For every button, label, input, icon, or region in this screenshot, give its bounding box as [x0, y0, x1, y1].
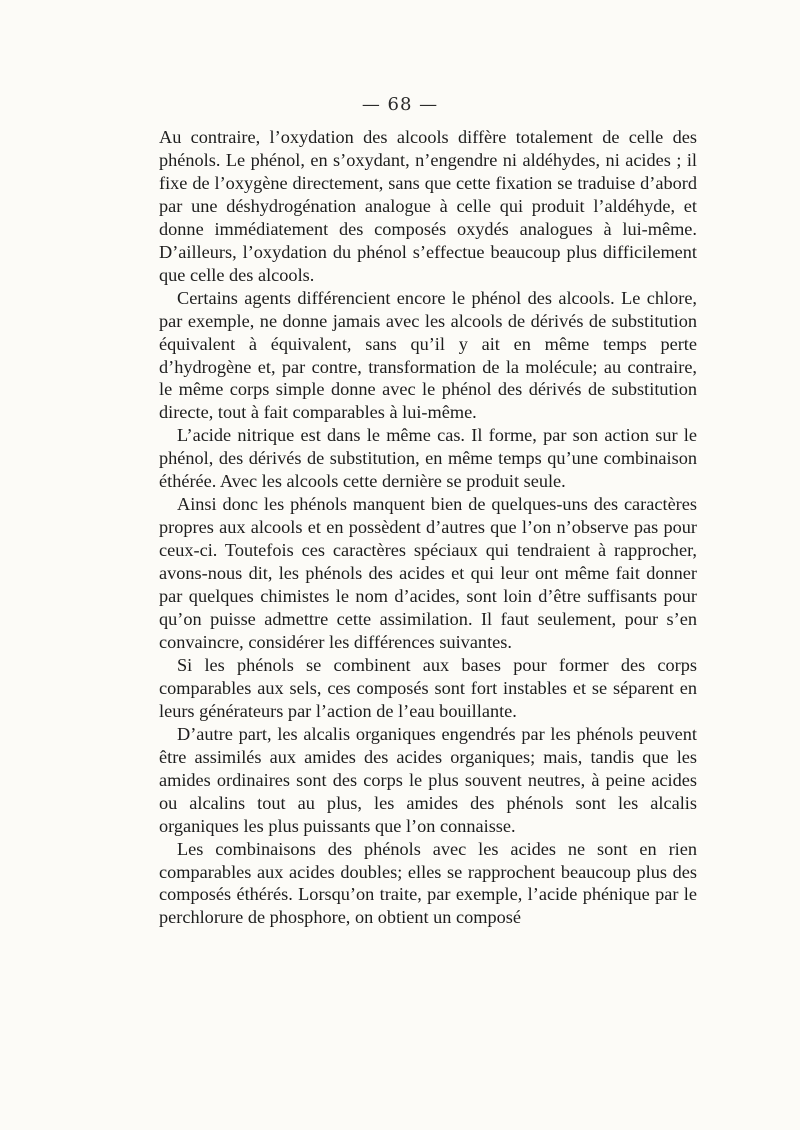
body-text [159, 126, 697, 929]
paragraph: Certains agents différencient encore le phénol des alcools. Le chlore, par exemple, ne donne jamais avec les alcools de dérivés de substitution équivalent à équivalent, sans qu’il y ait en même temps perte d’hydrogène et, par contre, transformation de la molécule; au contraire, le même corps simple donne avec le phénol des dérivés de substitution directe, tout à fait comparables à lui-même. [159, 287, 697, 423]
paragraph: Les combinaisons des phénols avec les acides ne sont en rien comparables aux acides doubles; elles se rapprochent beaucoup plus des composés éthérés. Lorsqu’on traite, par exemple, l’acide phénique par le perchlorure de phosphore, on obtient un composé [159, 838, 697, 928]
paragraph: Ainsi donc les phénols manquent bien de quelques-uns des caractères propres aux alcools et en possèdent d’autres que l’on n’observe pas pour ceux-ci. Toutefois ces caractères spéciaux qui tendraient à rapprocher, avons-nous dit, les phénols des acides et qui leur ont même fait donner par quelques chimistes le nom d’acides, sont loin d’être suffisants pour qu’on puisse admettre cette assimilation. Il faut seulement, pour s’en convaincre, considérer les différences suivantes. [159, 494, 697, 652]
paragraph: L’acide nitrique est dans le même cas. Il forme, par son action sur le phénol, des dérivés de substitution, en même temps qu’une combinaison éthérée. Avec les alcools cette dernière se produit seule. [159, 425, 697, 492]
paragraph: Au contraire, l’oxydation des alcools diffère totalement de celle des phénols. Le phénol, en s’oxydant, n’engendre ni aldéhydes, ni acides ; il fixe de l’oxygène directement, sans que cette fixation se traduise d’abord par une déshydrogénation analogue à celle qui produit l’aldéhyde, et donne immédiatement des composés oxydés analogues à lui-même. D’ailleurs, l’oxydation du phénol s’effectue beaucoup plus difficilement que celle des alcools. [159, 127, 697, 285]
page-number: — 68 — [361, 94, 439, 115]
paragraph: D’autre part, les alcalis organiques engendrés par les phénols peuvent être assimilés aux amides des acides organiques; mais, tandis que les amides ordinaires sont des corps le plus souvent neutres, à peine acides ou alcalins tout au plus, les amides des phénols sont les alcalis organiques les plus puissants que l’on connaisse. [159, 723, 697, 836]
paragraph: Si les phénols se combinent aux bases pour former des corps comparables aux sels, ces composés sont fort instables et se séparent en leurs générateurs par l’action de l’eau bouillante. [159, 654, 697, 721]
